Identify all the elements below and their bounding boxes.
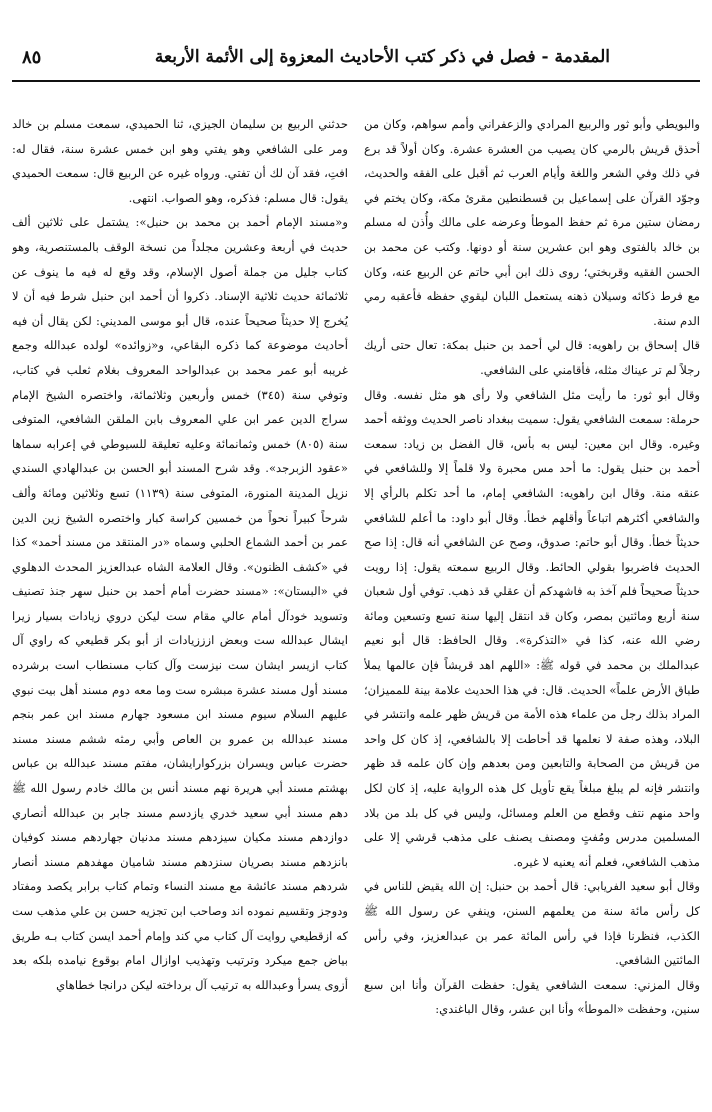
paragraph: قال إسحاق بن راهويه: قال لي أحمد بن حنبل بمكة: تعال حتى أريك رجلاً لم تر عيناك مثله، فأقامني على الشافعي. xyxy=(364,338,700,377)
paragraph: وقال أبو سعيد الفريابي: قال أحمد بن حنبل: إن الله يقيض للناس في كل رأس مائة سنة من يعلمهم السنن، وينفي عن رسول الله ﷺ الكذب، فنظرنا فإذا في رأس المائة عمر بن عبدالعزيز، وفي رأس المائتين الشافعي. xyxy=(364,879,700,968)
paragraph: وقال المزني: سمعت الشافعي يقول: حفظت القرآن وأنا ابن سبع سنين، وحفظت «الموطأ» وأنا ابن عشر، وقال الباغندي: xyxy=(364,977,700,1017)
paragraph: والبويطي وأبو ثور والربيع المرادي والزعفراني وأمم سواهم، وكان من أحذق قريش بالرمي كان يصيب من العشرة عشرة. وكان أولاً قد برع في ذلك وفي الشعر واللغة وأيام العرب ثم أقبل على الفقه والحديث، وجوّد القرآن على إسماعيل بن قسطنطين مقرئ مكة، وكان يختم في رمضان ستين مرة ثم حفظ الموطأ وعرضه على مالك وأُذن له مسلم بن خالد بالفتوى وهو ابن عشرين سنة أو دونها. وكتب عن محمد بن الحسن الفقيه وقربختي؛ روى ذلك ابن أبي حاتم عن الربيع عنه، وكان مع فرط ذكائه وسيلان ذهنه يستعمل اللبان ليقوي حفظه فأعقبه رمي الدم سنة. xyxy=(364,117,700,328)
page-header xyxy=(12,36,700,78)
left-column xyxy=(12,112,348,1104)
header-rule xyxy=(12,80,700,82)
paragraph: وقال أبو ثور: ما رأيت مثل الشافعي ولا رأى هو مثل نفسه. وقال حرملة: سمعت الشافعي يقول: سميت ببغداد ناصر الحديث ووثقه أحمد وغيره. وقال ابن معين: ليس به بأس، قال الفضل بن زياد: سمعت أحمد بن حنبل يقول: ما أحد مس محبرة ولا قلماً إلا وللشافعي في عنقه منة. وقال ابن راهويه: الشافعي إمام، ما أحد تكلم بالرأي إلا والشافعي أكثرهم اتباعاً وأقلهم خطأ. وقال أبو داود: ما أعلم للشافعي حديثاً خطأ. وقال أبو حاتم: صدوق، وصح عن الشافعي أنه قال: إذا صح الحديث فاضربوا بقولي الحائط. وقال الربيع سمعته يقول: إذا رويت حديثاً صحيحاً فلم آخذ به فاشهدكم أن عقلي قد ذهب. توفي أول شعبان سنة أربع ومائتين بمصر، وكان قد انتقل إليها سنة تسع وتسعين ومائة رضي الله عنه، كذا في «التذكرة». وقال الحافظ: قال أبو نعيم عبدالملك بن محمد في قوله ﷺ: «اللهم اهد قريشاً فإن عالمها يملأ طباق الأرض علماً» الحديث. قال: في هذا الحديث علامة بينة للمميزان؛ المراد بذلك رجل من علماء هذه الأمة من قريش ظهر علمه وانتشر في البلاد، وهذه صفة لا نعلمها قد أحاطت إلا بالشافعي، إذ كان كل واحد من قريش من الصحابة والتابعين ومن بعدهم وإن كان علمه قد ظهر وانتشر فإنه لم يبلغ مبلغاً يقع تأويل كل هذه الرواية عليه، إذ كان لكل واحد منهم نتف وقطع من العلم ومسائل، وليس في كل بلد من بلاد المسلمين مدرس ومُفتٍ ومصنف يصنف على مذهب قرشي إلا على مذهب الشافعي، فعلم أنه يعنيه لا غيره. xyxy=(364,387,700,869)
paragraph: حدثني الربيع بن سليمان الجيزي، ثنا الحميدي، سمعت مسلم بن خالد ومر على الشافعي وهو يفتي وهو ابن خمس عشرة سنة، فقال له: افتِ، فقد آن لك أن تفتي. ورواه غيره عن الربيع قال: سمعت الحميدي يقول: قال مسلم: فذكره، وهو الصواب. انتهى. xyxy=(12,117,348,205)
text-columns xyxy=(12,112,700,1104)
page-number: ٨٥ xyxy=(22,46,42,68)
paragraph: و«مسند الإمام أحمد بن محمد بن حنبل»: يشتمل على ثلاثين ألف حديث في أربعة وعشرين مجلداً من نسخة الوقف بالمستنصرية، وهو كتاب جليل من جملة أصول الإسلام، وقد وقع له فيه ما ينوف عن ثلاثمائة حديث ثلاثية الإسناد. ذكروا أن أحمد ابن حنبل شرط فيه أن لا يُخرج إلا حديثاً صحيحاً عنده، قال أبو موسى المديني: لكن يقال أن فيه أحاديث موضوعة كما ذكره البقاعي، و«زوائده» لولده عبدالله وجمع غريبه أبو عمر محمد بن عبدالواحد المعروف بغلام ثعلب في كتاب، وتوفي سنة (٣٤٥) خمس وأربعين وثلاثمائة، واختصره الشيخ الإمام سراج الدين عمر ابن علي المعروف بابن الملقن الشافعي، المتوفى سنة (٨٠٥) خمس وثمانمائة وعليه تعليقة للسيوطي في إعرابه سماها «عقود الزبرجد». وقد شرح المسند أبو الحسن بن عبدالهادي السندي نزيل المدينة المنورة، المتوفى سنة (١١٣٩) تسع وثلاثين ومائة وألف شرحاً كبيراً نحواً من خمسين كراسة كبار واختصره الشيخ زين الدين عمر بن أحمد الشماع الحلبي وسماه «در المنتقد من مسند أحمد» كذا في «كشف الظنون». وقال العلامة الشاه عبدالعزيز المحدث الدهلوي في «البستان»: «مسند حضرت أمام أحمد بن حنبل سهر جنذ تصنيف وتسويد خودآل أمام عالي مقام ست ليكن دروي زيادات بسيار زيرا ايشال عبدالله ست وبعض ازززيادات از أبو بكر قطيعي كه راوي آل كتاب ازيسر ايشان ست نيزست وآل كتاب مسنطاب است برشرده مسند أول مسند عشرة مبشره ست وما معه دوم مسند أهل بيت نبوي عليهم السلام سيوم مسند ابن مسعود جهارم مسند ابن عمر بنجم مسند عبدالله بن عمرو بن العاص وأبي رمثه ششم مسند مسند حضرت عباس ويسران بزركوارايشان، مفتم مسند عبدالله بن عباس بهشتم مسند أبي هريرة نهم مسند أنس بن مالك خادم رسول الله ﷺ دهم مسند أبي سعيد خدري يازدسم مسند جابر بن عبدالله أنصاري دوازدهم مسند مكيان سيزدهم مسند مدنيان جهاردهم مسند كوفيان بانزدهم مسند بصريان سنزدهم مسند شاميان مهفدهم مسند أنصار شردهم مسند عائشة مع مسند النساء وتمام كتاب برابر يكصد ومفتاد ودوجز وتقسيم نموده اند وصاحب ابن تجزيه حسن بن علي مذهب ست كه ازقطيعي روايت آل كتاب مي كند وإمام أحمد ايسن كتاب بـه طريق بياض جمع ميكرد وترتيب وتهذيب اوازال امام بوقوع نيامده بلكه بعد أزوى يسرأ وعبدالله به ترتيب آل برداخته ليكن درانجا خطاهاي xyxy=(12,215,348,992)
running-title: المقدمة - فصل في ذكر كتب الأحاديث المعزوة إلى الأئمة الأربعة xyxy=(154,47,610,67)
right-column xyxy=(364,112,700,1104)
